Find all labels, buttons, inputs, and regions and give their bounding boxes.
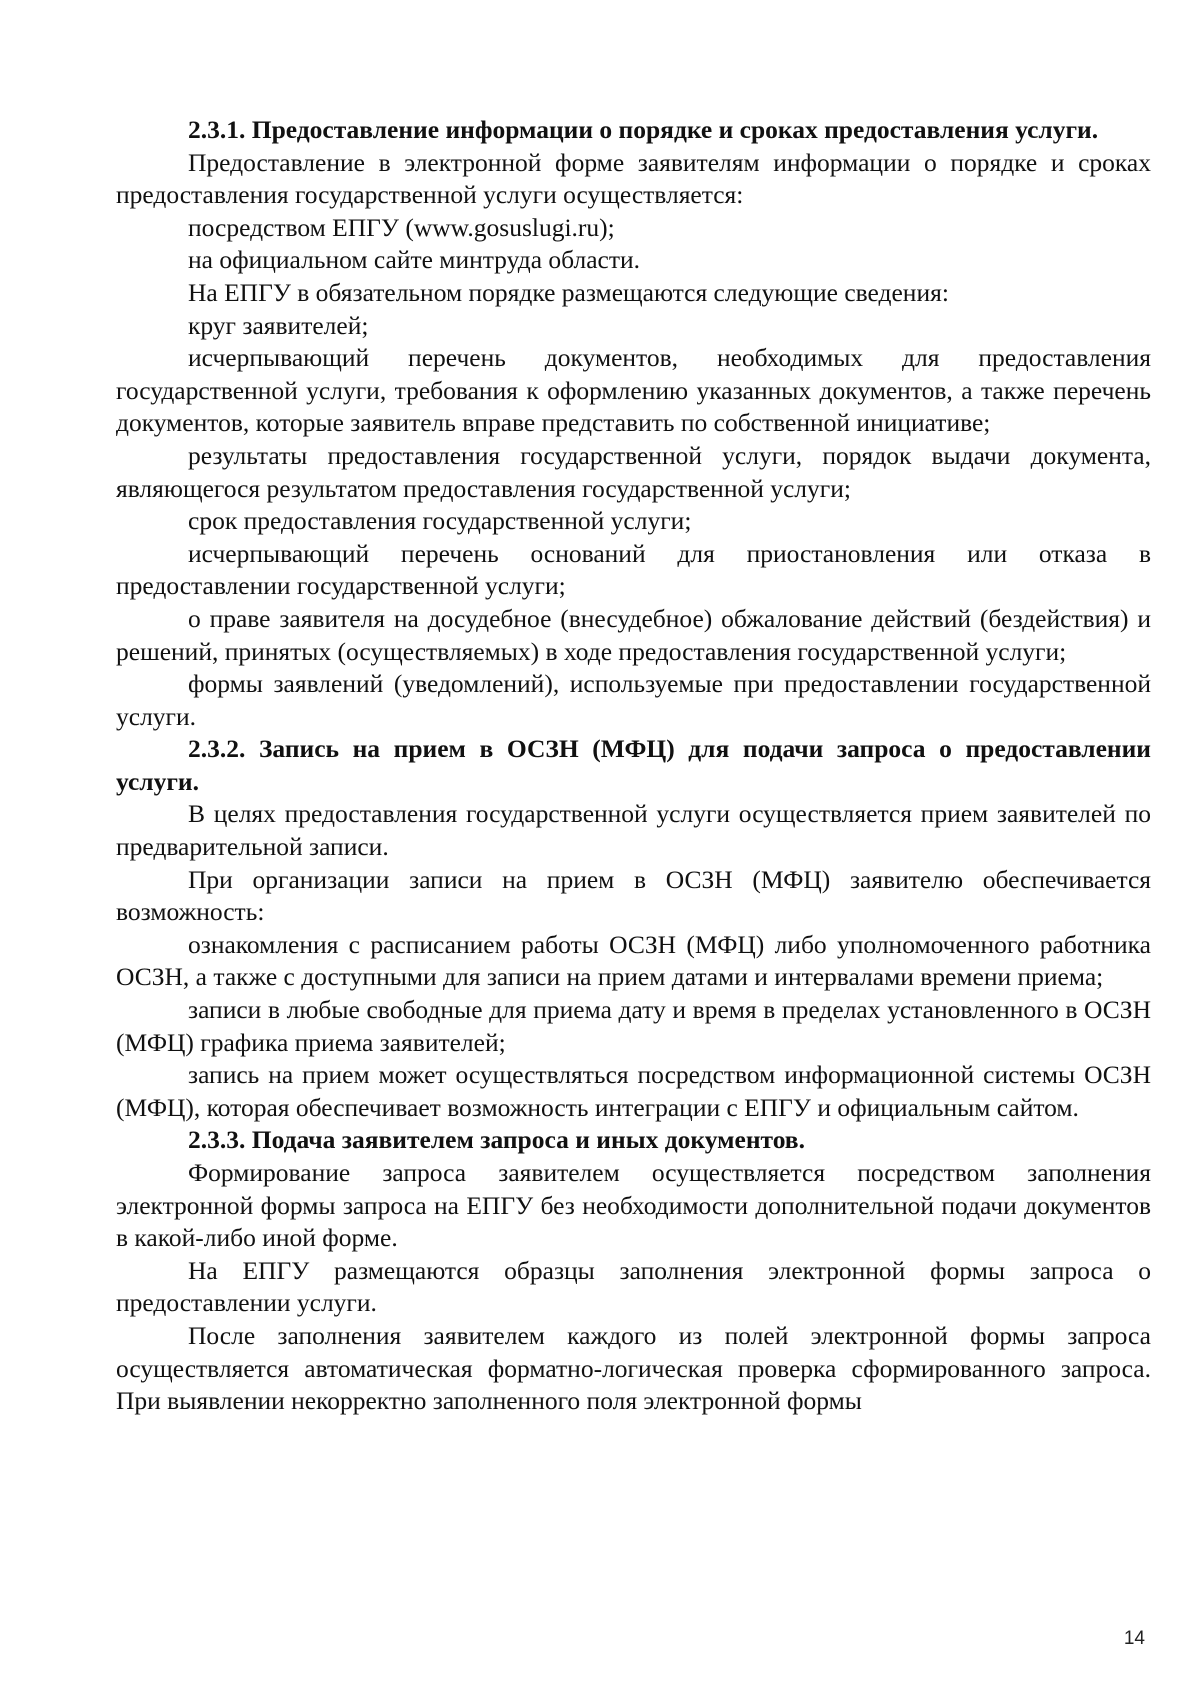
list-item: о праве заявителя на досудебное (внесудебное) обжалование действий (бездействия) и решений, принятых (осуществляемых) в ходе предоставления государственной услуги;	[116, 603, 1151, 666]
page-number: 14	[1123, 1628, 1145, 1649]
list-item: исчерпывающий перечень документов, необходимых для предоставления государственной услуги, требования к оформлению указанных документов, а также перечень документов, которые заявитель вправе представить по собственной инициативе;	[116, 343, 1151, 438]
list-item: записи в любые свободные для приема дату и время в пределах установленного в ОСЗН (МФЦ) графика приема заявителей;	[116, 995, 1151, 1057]
list-item: посредством ЕПГУ (www.gosuslugi.ru);	[188, 212, 615, 242]
section-heading-2-3-3: 2.3.3. Подача заявителем запроса и иных документов.	[188, 1125, 805, 1155]
section-heading-2-3-1: 2.3.1. Предоставление информации о порядке и сроках предоставления услуги.	[188, 115, 1099, 144]
paragraph: Формирование запроса заявителем осуществляется посредством заполнения электронной формы запроса на ЕПГУ без необходимости дополнительной подачи документов в какой-либо иной форме.	[116, 1158, 1151, 1253]
paragraph: При организации записи на прием в ОСЗН (МФЦ) заявителю обеспечивается возможность:	[116, 864, 1151, 927]
section-heading-2-3-2: 2.3.2. Запись на прием в ОСЗН (МФЦ) для подачи запроса о предоставлении услуги.	[116, 734, 1151, 796]
list-item: ознакомления с расписанием работы ОСЗН (МФЦ) либо уполномоченного работника ОСЗН, а также с доступными для записи на прием датами и интервалами времени приема;	[116, 929, 1151, 992]
list-item: исчерпывающий перечень оснований для приостановления или отказа в предоставлении государственной услуги;	[116, 538, 1151, 601]
paragraph: В целях предоставления государственной услуги осуществляется прием заявителей по предварительной записи.	[116, 799, 1151, 862]
list-item: срок предоставления государственной услуги;	[188, 506, 692, 536]
list-item: запись на прием может осуществляться посредством информационной системы ОСЗН (МФЦ), которая обеспечивает возможность интеграции с ЕПГУ и официальным сайтом.	[116, 1060, 1151, 1122]
paragraph: После заполнения заявителем каждого из полей электронной формы запроса осуществляется автоматическая форматно-логическая проверка сформированного запроса. При выявлении некорректно заполненного поля электронной формы	[116, 1320, 1151, 1416]
paragraph: Предоставление в электронной форме заявителям информации о порядке и сроках предоставления государственной услуги осуществляется:	[116, 147, 1151, 210]
document-page	[116, 114, 1151, 1418]
list-item: формы заявлений (уведомлений), используемые при предоставлении государственной услуги.	[116, 669, 1151, 731]
list-item: круг заявителей;	[188, 310, 369, 340]
list-item: результаты предоставления государственной услуги, порядок выдачи документа, являющегося результатом предоставления государственной услуги;	[116, 440, 1151, 503]
paragraph: На ЕПГУ размещаются образцы заполнения электронной формы запроса о предоставлении услуги.	[116, 1255, 1151, 1318]
list-item: на официальном сайте минтруда области.	[188, 245, 641, 275]
paragraph: На ЕПГУ в обязательном порядке размещаются следующие сведения:	[188, 277, 949, 307]
